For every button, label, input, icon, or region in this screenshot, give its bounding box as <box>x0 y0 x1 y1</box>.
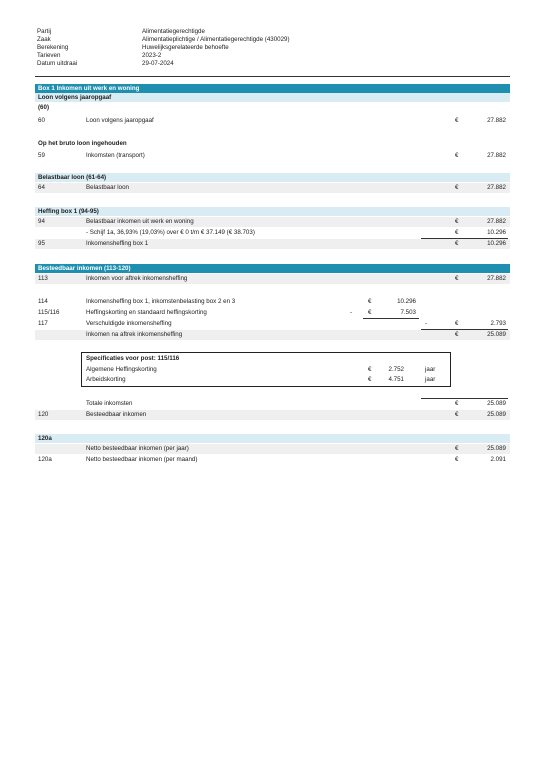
currency-symbol: € <box>455 240 459 247</box>
currency-symbol: € <box>455 411 459 418</box>
currency-symbol: € <box>455 331 459 338</box>
spec-unit: jaar <box>425 376 436 383</box>
row-code: 120a <box>38 456 52 463</box>
row-amount: 10.296 <box>397 298 416 305</box>
currency-symbol: € <box>455 152 459 159</box>
currency-symbol: € <box>455 400 459 407</box>
spec-amount: 4.751 <box>388 376 404 383</box>
row-code: 94 <box>38 218 45 225</box>
row-label: Belastbaar loon <box>86 184 129 191</box>
row-amount: 2.091 <box>490 456 506 463</box>
row-amount: 25.089 <box>487 400 506 407</box>
row-amount: 25.089 <box>487 445 506 452</box>
currency-symbol: € <box>455 445 459 452</box>
subtotal-line <box>421 398 508 399</box>
header-label: Berekening <box>37 44 69 51</box>
header-label: Datum uitdraai <box>37 60 78 67</box>
header-divider <box>35 76 510 77</box>
header-value: Huwelijksgerelateerde behoefte <box>142 44 229 51</box>
header-value: Alimentatiegerechtigde <box>142 28 205 35</box>
row-amount: 27.882 <box>487 152 506 159</box>
currency-symbol: € <box>455 275 459 282</box>
row-label: Totale inkomsten <box>86 400 133 407</box>
subsection-title: 120a <box>38 434 52 442</box>
row-label: - Schijf 1a, 36,93% (19,03%) over € 0 t/m € 37.149 (€ 38.703) <box>86 229 255 236</box>
header-value: 29-07-2024 <box>142 60 174 67</box>
currency-symbol: € <box>455 320 459 327</box>
row-amount: 25.089 <box>487 331 506 338</box>
subsection-header <box>35 173 510 182</box>
row-amount: 27.882 <box>487 275 506 282</box>
row-amount: 25.089 <box>487 411 506 418</box>
row-code: 114 <box>38 298 48 305</box>
specification-title: Specificaties voor post: 115/116 <box>86 355 180 362</box>
row-amount: 27.882 <box>487 117 506 124</box>
subsection-header <box>35 434 510 443</box>
currency-symbol: € <box>455 184 459 191</box>
header-value: Alimentatieplichtige / Alimentatiegerechtigde (430029) <box>142 36 290 43</box>
row-code: 115/116 <box>38 309 60 316</box>
currency-symbol: € <box>368 298 372 305</box>
spec-label: Algemene Heffingskorting <box>86 366 157 373</box>
minus-sign: - <box>350 309 353 316</box>
row-label: Inkomen voor aftrek inkomensheffing <box>86 275 188 282</box>
row-amount: 10.296 <box>487 229 506 236</box>
header-value: 2023-2 <box>142 52 162 59</box>
row-amount: 7.503 <box>400 309 416 316</box>
subsection-title: Belastbaar loon (61-64) <box>38 173 107 181</box>
row-amount: 27.882 <box>487 218 506 225</box>
row-amount: 10.296 <box>487 240 506 247</box>
row-label: Netto besteedbaar inkomen (per jaar) <box>86 445 189 452</box>
row-label: Netto besteedbaar inkomen (per maand) <box>86 456 198 463</box>
row-label: Besteedbaar inkomen <box>86 411 147 418</box>
row-label: Inkomensheffing box 1, inkomstenbelasting box 2 en 3 <box>86 298 236 305</box>
subsection-title: Heffing box 1 (94-95) <box>38 207 99 215</box>
currency-symbol: € <box>455 229 459 236</box>
row-code: 59 <box>38 152 45 159</box>
row-code: 60 <box>38 117 45 124</box>
subsection-title: Op het bruto loon ingehouden <box>38 140 127 147</box>
section-title: Besteedbaar inkomen (113-120) <box>38 264 131 272</box>
currency-symbol: € <box>455 218 459 225</box>
row-amount: 27.882 <box>487 184 506 191</box>
header-label: Tarieven <box>37 52 61 59</box>
subsection-header <box>35 207 510 216</box>
row-code: 117 <box>38 320 48 327</box>
row-label: Inkomsten (transport) <box>86 152 145 159</box>
section-title: Box 1 Inkomen uit werk en woning <box>38 84 140 92</box>
currency-symbol: € <box>368 366 372 373</box>
subsection-title: Loon volgens jaaropgaaf <box>38 93 112 101</box>
header-label: Partij <box>37 28 52 35</box>
row-label: Loon volgens jaaropgaaf <box>86 117 154 124</box>
row-label: Verschuldigde inkomensheffing <box>86 320 172 327</box>
row-label: Inkomen na aftrek inkomensheffing <box>86 331 183 338</box>
header-label: Zaak <box>37 36 51 43</box>
subtotal-line <box>363 318 419 319</box>
row-label: Inkomensheffing box 1 <box>86 240 149 247</box>
row-label: Belastbaar inkomen uit werk en woning <box>86 218 194 225</box>
row-code: 95 <box>38 240 45 247</box>
currency-symbol: € <box>455 117 459 124</box>
row-code: 120 <box>38 411 49 418</box>
row-code: 113 <box>38 275 48 282</box>
row-code: 64 <box>38 184 45 191</box>
currency-symbol: € <box>455 456 459 463</box>
row-label: Heffingskorting en standaard heffingskorting <box>86 309 207 316</box>
spec-amount: 2.752 <box>388 366 404 373</box>
minus-sign: - <box>425 320 428 327</box>
spec-unit: jaar <box>425 366 436 373</box>
spec-label: Arbeidskorting <box>86 376 126 383</box>
row-code-group: (60) <box>38 104 50 111</box>
row-amount: 2.793 <box>490 320 506 327</box>
currency-symbol: € <box>368 309 372 316</box>
currency-symbol: € <box>368 376 372 383</box>
